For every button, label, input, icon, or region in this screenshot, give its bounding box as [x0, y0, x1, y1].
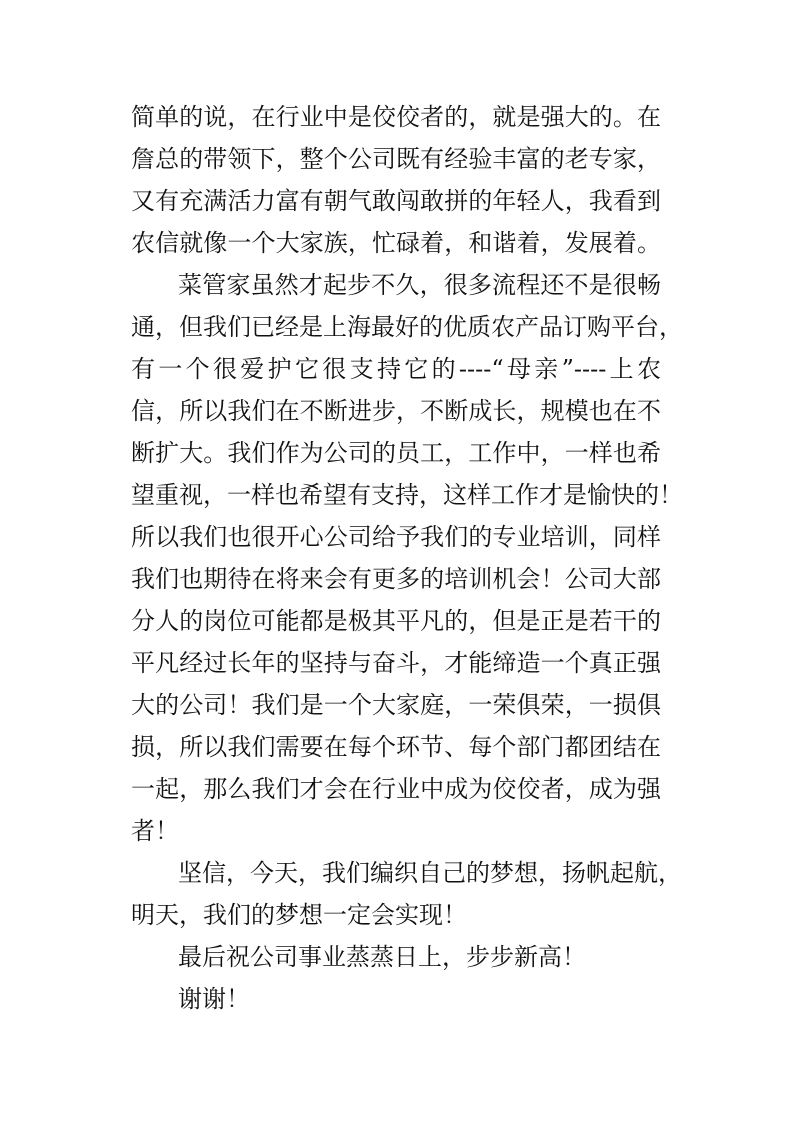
- paragraph-line: 通，但我们已经是上海最好的优质农产品订购平台，: [131, 313, 683, 341]
- closing-line: 最后祝公司事业蒸蒸日上，步步新高！: [178, 943, 586, 971]
- paragraph-line: 我们也期待在将来会有更多的培训机会！公司大部: [131, 565, 661, 593]
- paragraph-line: 简单的说，在行业中是佼佼者的，就是强大的。在: [131, 103, 661, 131]
- paragraph-line: 者！: [131, 817, 179, 845]
- paragraph-line: 所以我们也很开心公司给予我们的专业培训，同样: [131, 523, 661, 551]
- paragraph-line: 有一个很爱护它很支持它的----“母亲”----上农: [131, 355, 661, 383]
- paragraph-line: 明天，我们的梦想一定会实现！: [131, 901, 467, 929]
- paragraph-line: 坚信，今天，我们编织自己的梦想，扬帆起航，: [178, 859, 682, 887]
- paragraph-line: 大的公司！我们是一个大家庭，一荣俱荣，一损俱: [131, 691, 661, 719]
- paragraph-line: 农信就像一个大家族，忙碌着，和谐着，发展着。: [131, 229, 661, 257]
- paragraph-line: 断扩大。我们作为公司的员工，工作中，一样也希: [131, 439, 661, 467]
- paragraph-line: 又有充满活力富有朝气敢闯敢拼的年轻人，我看到: [131, 187, 661, 215]
- paragraph-line: 菜管家虽然才起步不久，很多流程还不是很畅: [178, 271, 661, 299]
- paragraph-line: 信，所以我们在不断进步，不断成长，规模也在不: [131, 397, 661, 425]
- paragraph-line: 一起，那么我们才会在行业中成为佼佼者，成为强: [131, 775, 661, 803]
- paragraph-line: 损，所以我们需要在每个环节、每个部门都团结在: [131, 733, 661, 761]
- thanks-line: 谢谢！: [178, 985, 250, 1013]
- paragraph-line: 望重视，一样也希望有支持，这样工作才是愉快的！: [131, 481, 683, 509]
- paragraph-line: 詹总的带领下，整个公司既有经验丰富的老专家，: [131, 145, 661, 173]
- paragraph-line: 平凡经过长年的坚持与奋斗，才能缔造一个真正强: [131, 649, 661, 677]
- paragraph-line: 分人的岗位可能都是极其平凡的，但是正是若干的: [131, 607, 661, 635]
